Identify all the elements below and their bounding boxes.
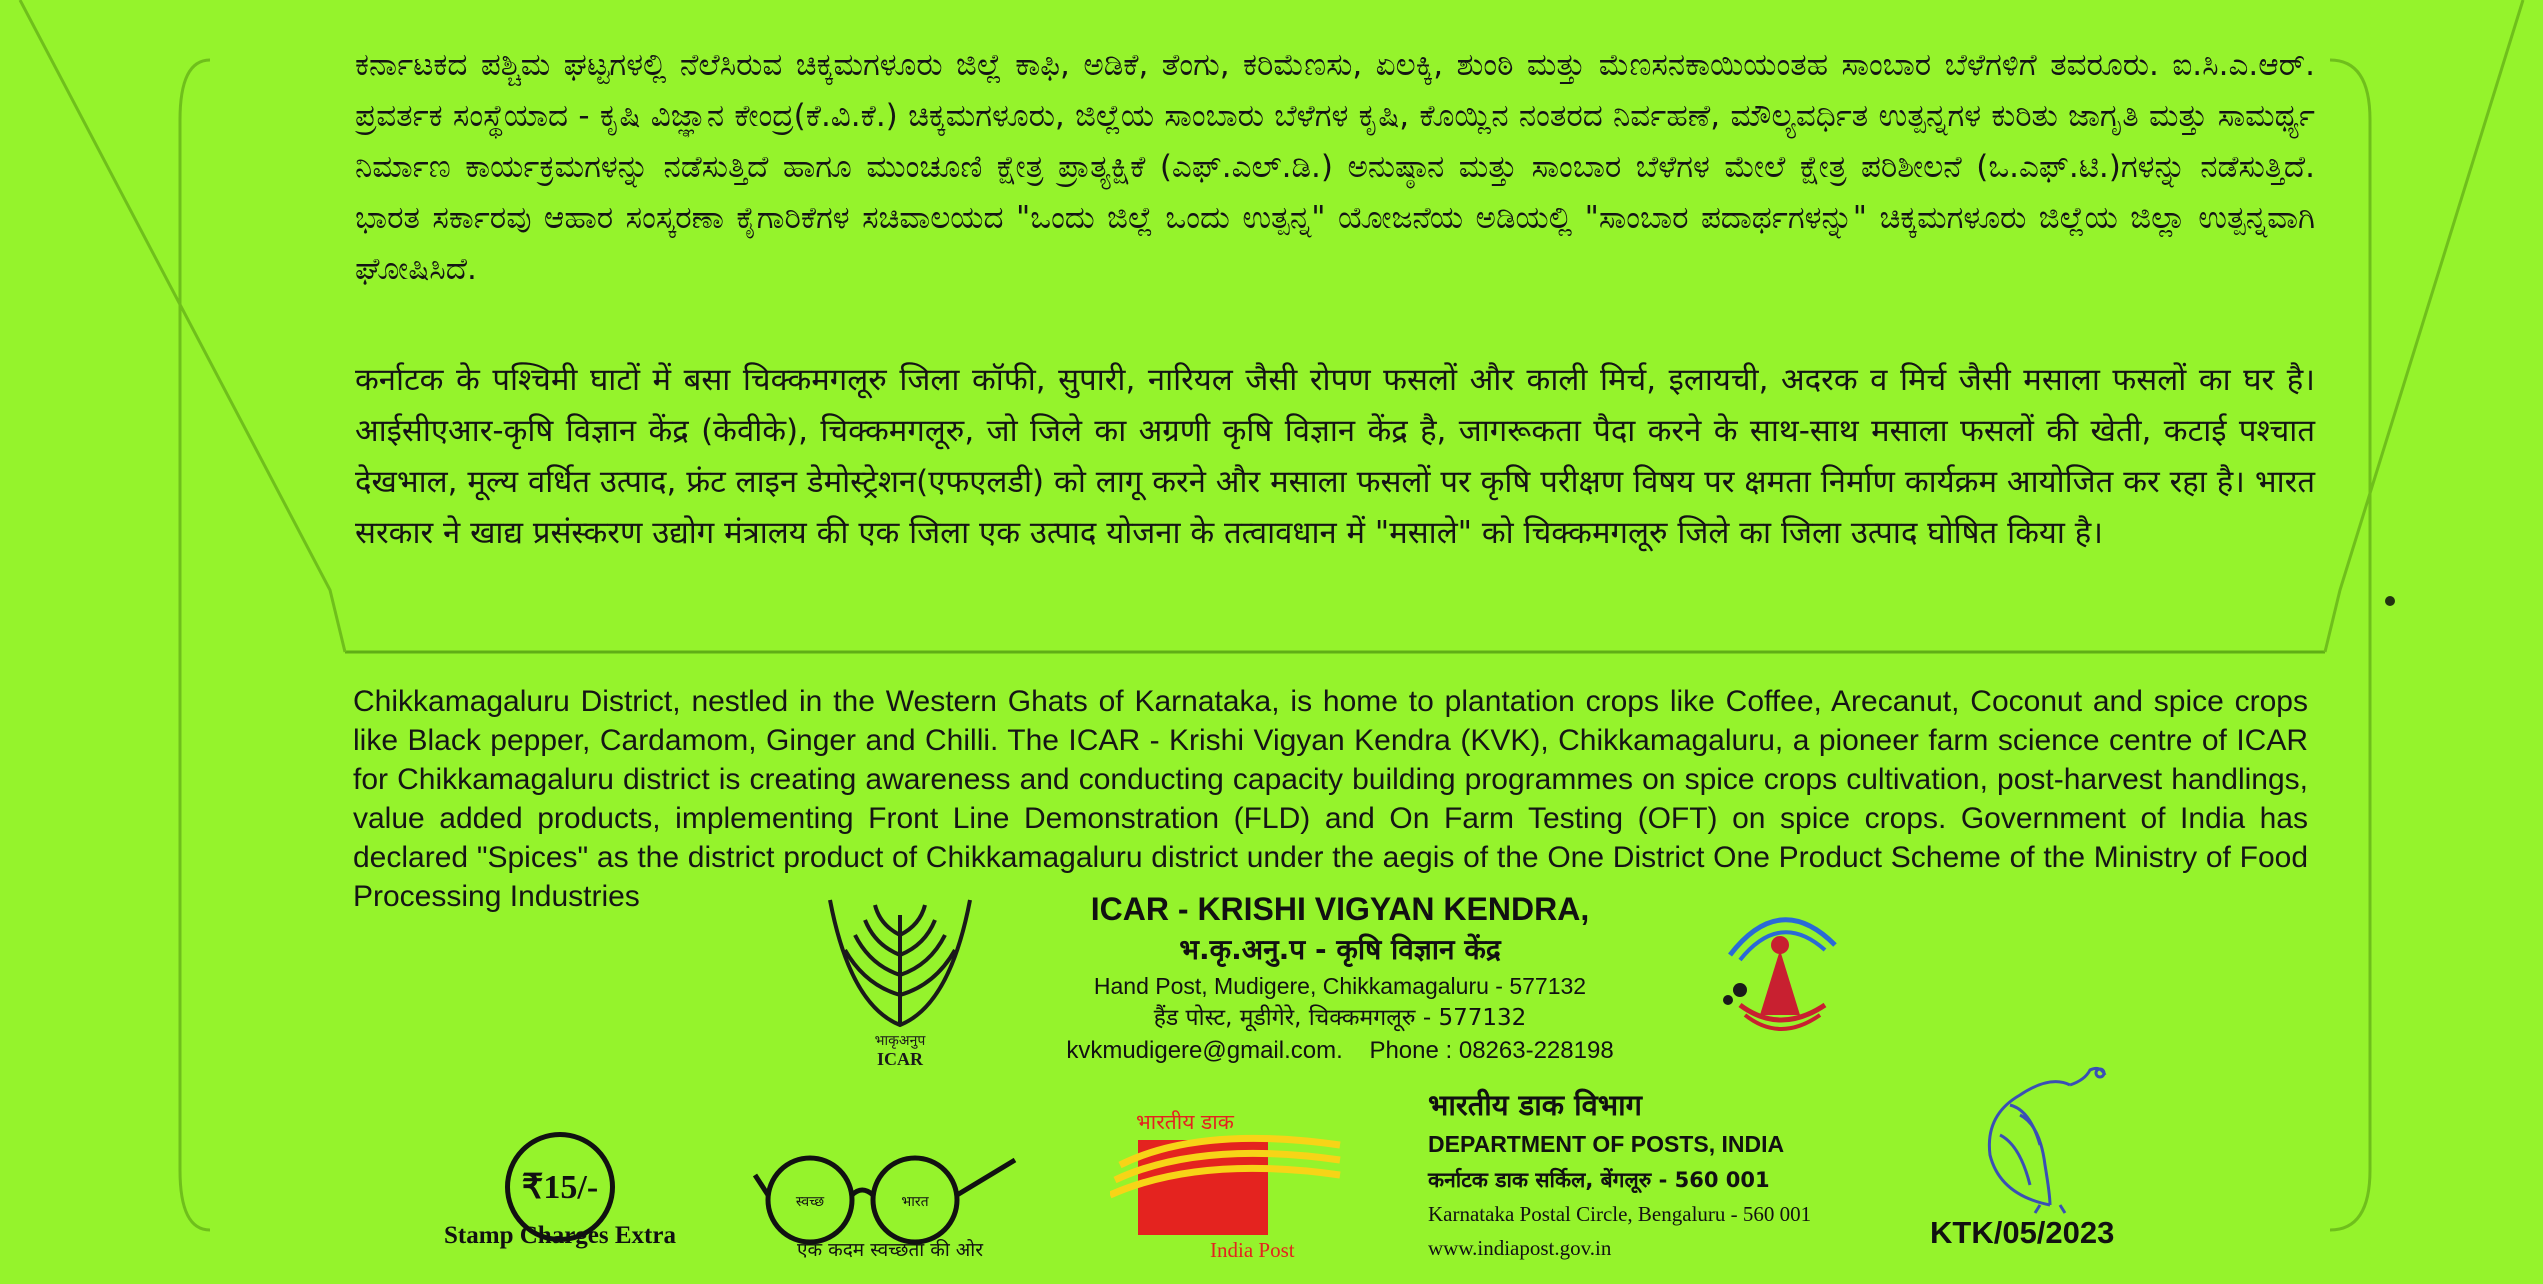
- kvk-title: ICAR - KRISHI VIGYAN KENDRA,: [1090, 891, 1590, 927]
- swachh-right-text: भारत: [901, 1194, 929, 1210]
- india-post-english: India Post: [1210, 1238, 1295, 1262]
- kvk-address-en: Hand Post, Mudigere, Chikkamagaluru - 577132: [1093, 973, 1587, 999]
- postal-dept-en: DEPARTMENT OF POSTS, INDIA: [1428, 1131, 1785, 1157]
- kvk-contact: kvkmudigere@gmail.com. Phone : 08263-228198: [1066, 1037, 1614, 1064]
- icar-logo-text: ICAR: [876, 1049, 924, 1069]
- kannada-paragraph: ಕರ್ನಾಟಕದ ಪಶ್ಚಿಮ ಘಟ್ಟಗಳಲ್ಲಿ ನೆಲೆಸಿರುವ ಚಿಕ್ಕಮಗಳೂರು ಜಿಲ್ಲೆ ಕಾಫಿ, ಅಡಿಕೆ, ತೆಂಗು, ಕರಿಮೆಣಸು, ಏಲಕ್ಕಿ, ಶುಂಠಿ ಮತ್ತು ಮೆಣಸನಕಾಯಿಯಂತಹ ಸಾಂಬಾರ ಬೆಳೆಗಳಿಗೆ ತವರೂರು. ಐ.ಸಿ.ಎ.ಆರ್. ಪ್ರವರ್ತಕ ಸಂಸ್ಥೆಯಾದ - ಕೃಷಿ ವಿಜ್ಞಾನ ಕೇಂದ್ರ(ಕೆ.ವಿ.ಕೆ.) ಚಿಕ್ಕಮಗಳೂರು, ಜಿಲ್ಲೆಯ ಸಾಂಬಾರು ಬೆಳೆಗಳ ಕೃಷಿ, ಕೊಯ್ಲಿನ ನಂತರದ ನಿರ್ವಹಣೆ, ಮೌಲ್ಯವರ್ಧಿತ ಉತ್ಪನ್ನಗಳ ಕುರಿತು ಜಾಗೃತಿ ಮತ್ತು ಸಾಮರ್ಥ್ಯ ನಿರ್ಮಾಣ ಕಾರ್ಯಕ್ರಮಗಳನ್ನು ನಡೆಸುತ್ತಿದೆ ಹಾಗೂ ಮುಂಚೂಣಿ ಕ್ಷೇತ್ರ ಪ್ರಾತ್ಯಕ್ಷಿಕೆ (ಎಫ್.ಎಲ್.ಡಿ.) ಅನುಷ್ಠಾನ ಮತ್ತು ಸಾಂಬಾರ ಬೆಳೆಗಳ ಮೇಲೆ ಕ್ಷೇತ್ರ ಪರಿಶೀಲನೆ (ಒ.ಎಫ್.ಟಿ.)ಗಳನ್ನು ನಡೆಸುತ್ತಿದೆ. ಭಾರತ ಸರ್ಕಾರವು ಆಹಾರ ಸಂಸ್ಕರಣಾ ಕೈಗಾರಿಕೆಗಳ ಸಚಿವಾಲಯದ "ಒಂದು ಜಿಲ್ಲೆ ಒಂದು ಉತ್ಪನ್ನ" ಯೋಜನೆಯ ಅಡಿಯಲ್ಲಿ "ಸಾಂಬಾರ ಪದಾರ್ಥಗಳನ್ನು" ಚಿಕ್ಕಮಗಳೂರು ಜಿಲ್ಲೆಯ ಜಿಲ್ಲಾ ಉತ್ಪನ್ನವಾಗಿ ಘೋಷಿಸಿದೆ.: [355, 47, 2315, 287]
- kvk-address-hi: हैंड पोस्ट, मूडीगेरे, चिक्कमगलूरु - 577132: [1153, 1005, 1527, 1031]
- india-post-hindi: भारतीय डाक: [1136, 1110, 1234, 1134]
- swachh-bharat-glasses-icon: [750, 1140, 1030, 1250]
- swachh-left-text: स्वच्छ: [795, 1194, 825, 1210]
- kvk-address-block: [1000, 888, 1680, 1068]
- india-post-logo: [1110, 1130, 1350, 1240]
- icar-logo-hindi: भाकृअनुप: [874, 1033, 926, 1049]
- university-logo: [1710, 895, 1850, 1045]
- icar-logo: [820, 895, 980, 1075]
- swachh-tagline: एक कदम स्वच्छता की ओर: [796, 1239, 984, 1261]
- postal-hindi-dept: भारतीय डाक विभाग: [1428, 1088, 1642, 1122]
- kvk-hindi-title: भ.कृ.अनु.प - कृषि विज्ञान केंद्र: [1179, 933, 1501, 966]
- hindi-paragraph: कर्नाटक के पश्चिमी घाटों में बसा चिक्कमगलूरु जिला कॉफी, सुपारी, नारियल जैसी रोपण फसलों और काली मिर्च, इलायची, अदरक व मिर्च जैसी मसाला फसलों का घर है। आईसीएआर-कृषि विज्ञान केंद्र (केवीके), चिक्कमगलूरु, जो जिले का अग्रणी कृषि विज्ञान केंद्र है, जागरूकता पैदा करने के साथ-साथ मसाला फसलों की खेती, कटाई पश्चात देखभाल, मूल्य वर्धित उत्पाद, फ्रंट लाइन डेमोस्ट्रेशन(एफएलडी) को लागू करने और मसाला फसलों पर कृषि परीक्षण विषय पर क्षमता निर्माण कार्यक्रम आयोजित कर रहा है। भारत सरकार ने खाद्य प्रसंस्करण उद्योग मंत्रालय की एक जिला एक उत्पाद योजना के तत्वावधान में "मसाले" को चिक्कमगलूरु जिले का जिला उत्पाद घोषित किया है।: [355, 362, 2315, 551]
- postal-circle-hi: कर्नाटक डाक सर्किल, बेंगलूरु - 560 001: [1428, 1168, 1770, 1192]
- postal-department-block: [1428, 1085, 1948, 1265]
- english-paragraph: Chikkamagaluru District, nestled in the Western Ghats of Karnataka, is home to plantation crops like Coffee, Arecanut, Coconut and spice crops like Black pepper, Cardamom, Ginger and Chilli. The ICAR - Krishi Vigyan Kendra (KVK), Chikkamagaluru, a pioneer farm science centre of ICAR for Chikkamagaluru district is creating awareness and conducting capacity building programmes on spice crops cultivation, post-harvest handlings, value added products, implementing Front Line Demonstration (FLD) and On Farm Testing (OFT) on spice crops. Government of India has declared "Spices" as the district product of Chikkamagaluru district under the aegis of the One District One Product Scheme of the Ministry of Food Processing Industries: [353, 685, 2308, 913]
- stamp-charges-label: Stamp Charges Extra: [444, 1222, 676, 1249]
- postal-website: www.indiapost.gov.in: [1428, 1236, 1612, 1260]
- peacock-emblem: [1960, 1055, 2140, 1215]
- postal-circle-en: Karnataka Postal Circle, Bengaluru - 560 001: [1428, 1202, 1812, 1226]
- envelope-code: KTK/05/2023: [1930, 1215, 2115, 1250]
- stamp-price-badge: ₹15/-: [505, 1132, 615, 1242]
